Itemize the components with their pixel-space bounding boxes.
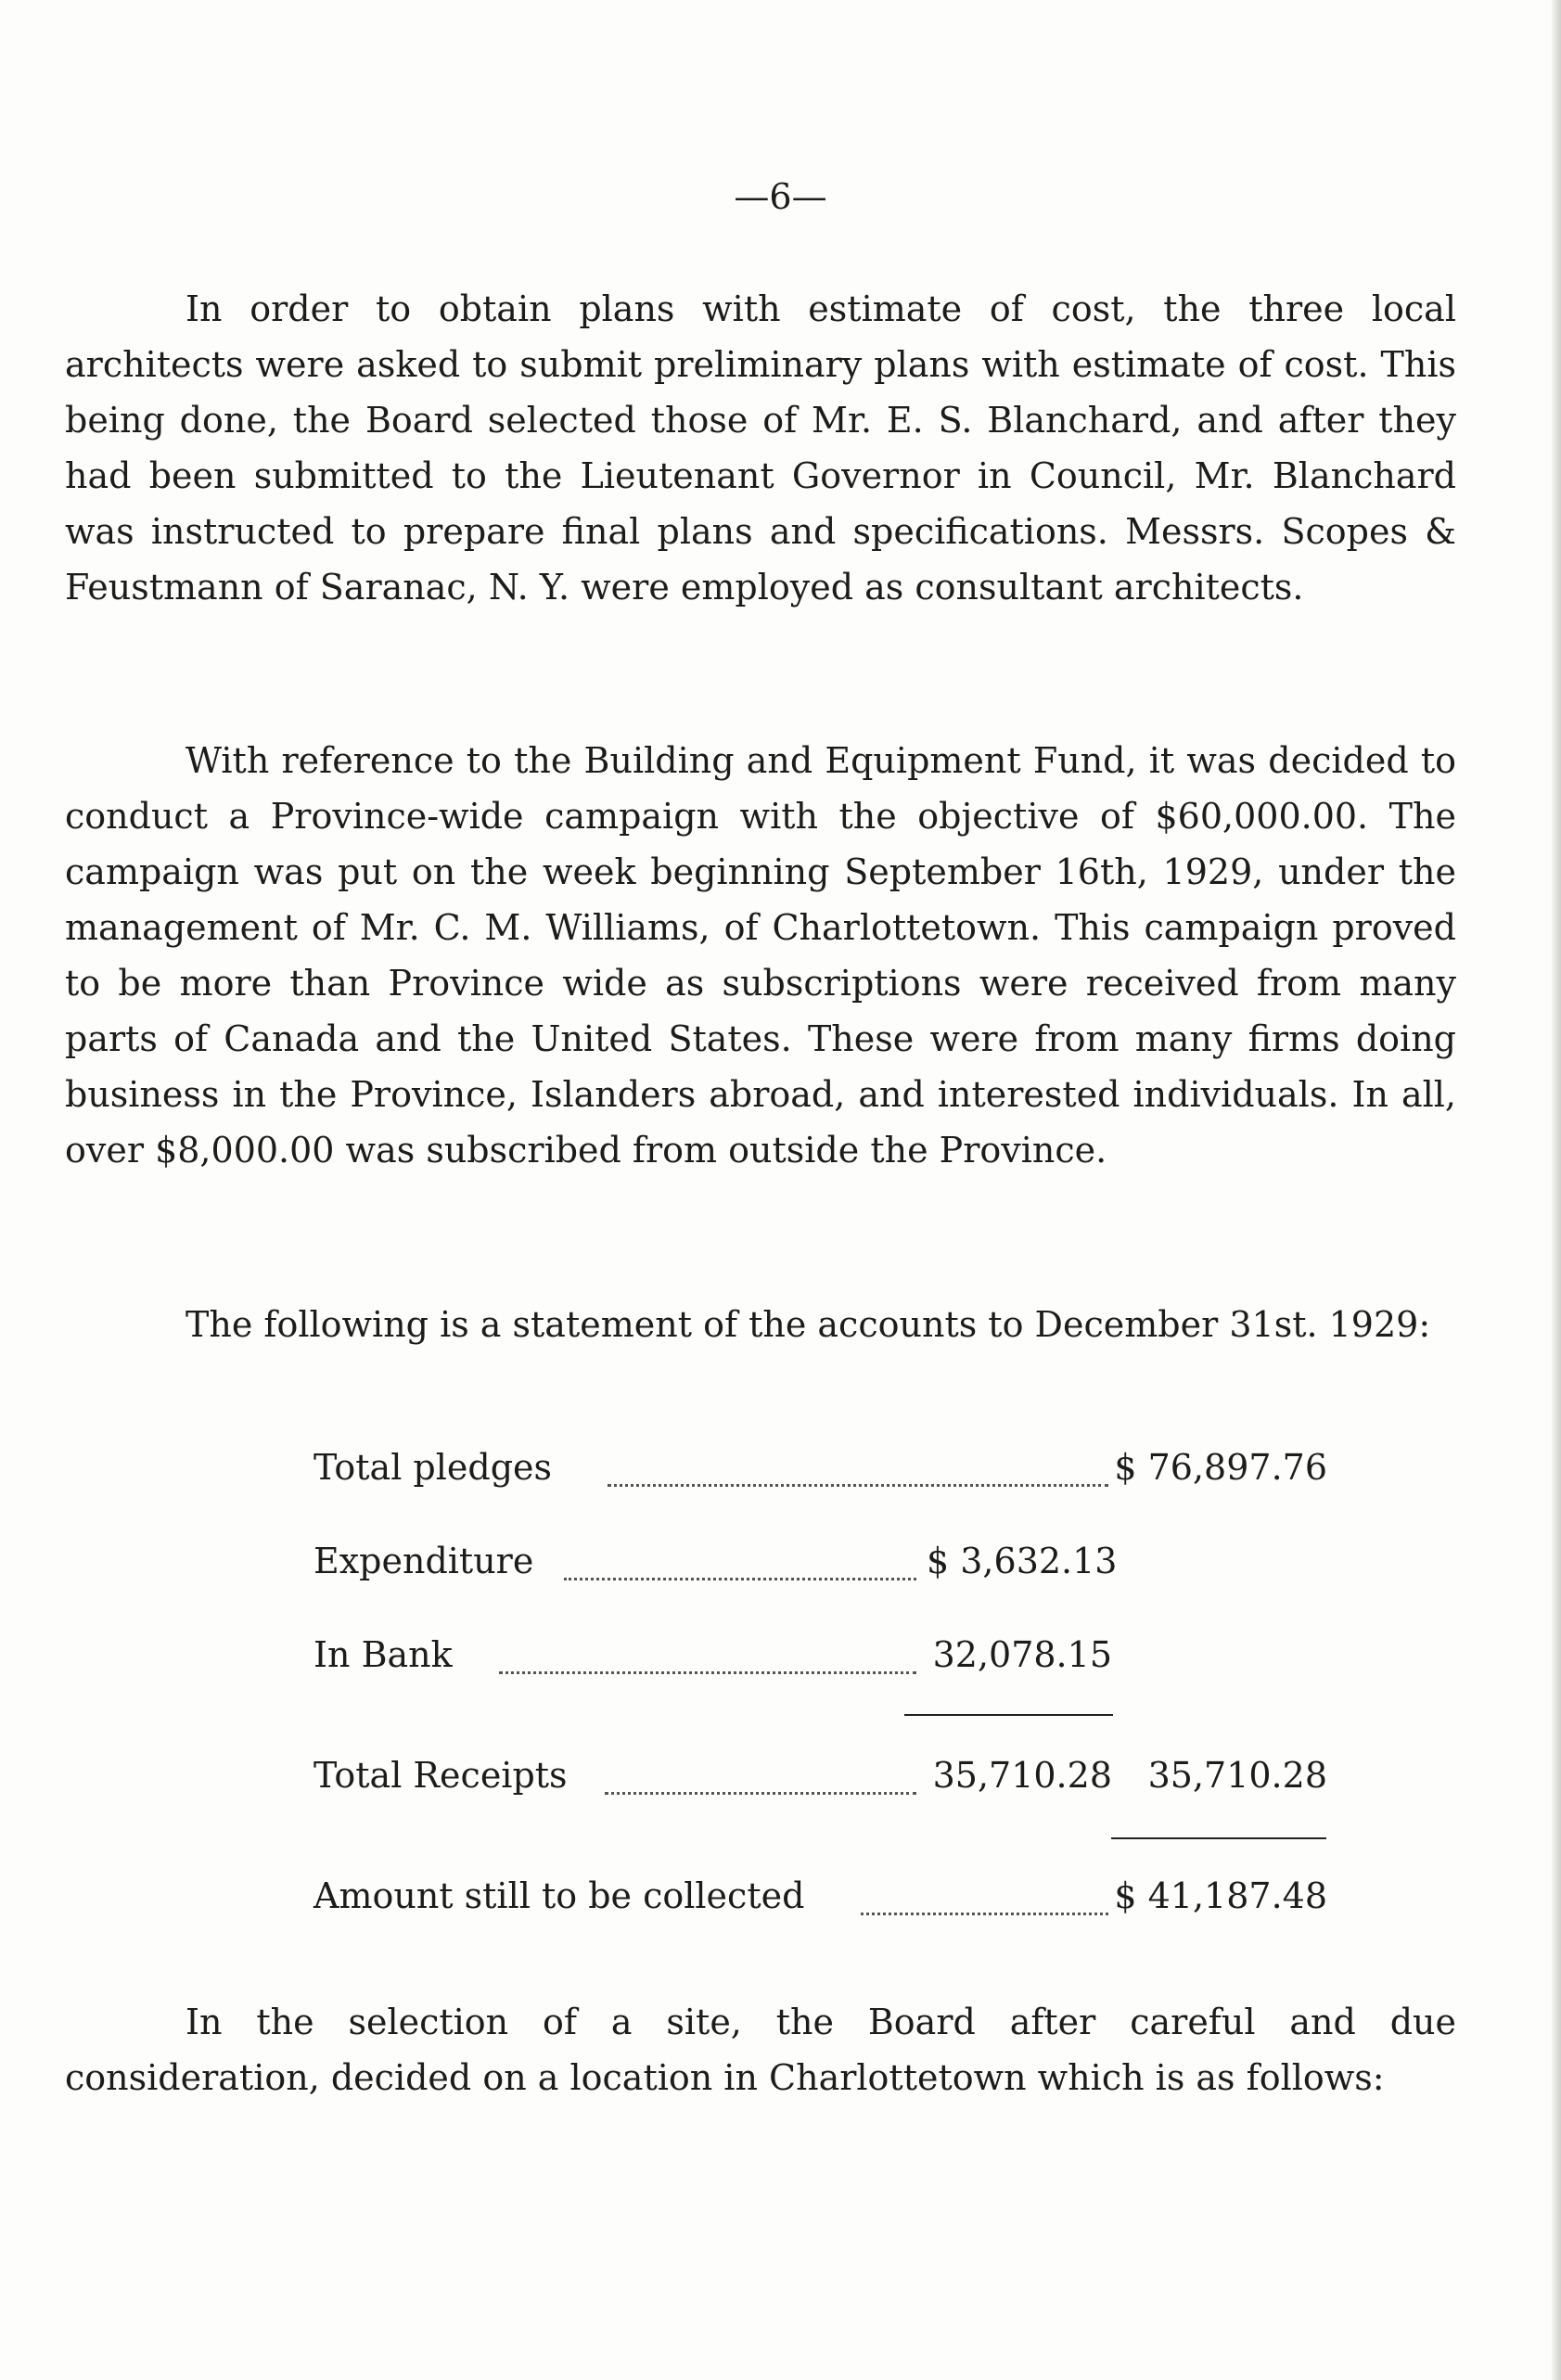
leader-dots: [861, 1913, 1108, 1915]
statement-label: Total Receipts: [313, 1755, 568, 1796]
page-edge-shadow: [1552, 0, 1561, 2380]
statement-amount: $ 41,187.48: [1114, 1875, 1327, 1916]
statement-row-total-pledges: [0, 1447, 1561, 1503]
leader-dots: [499, 1671, 916, 1674]
page-number: —6—: [734, 176, 827, 217]
statement-amount: $ 3,632.13: [927, 1541, 1118, 1581]
total-rule: [1111, 1837, 1326, 1839]
paragraph-site-selection: In the selection of a site, the Board after careful and due consideration, decided on a location in Charlottetown which is as follows:: [65, 2002, 1456, 2098]
paragraph-campaign: With reference to the Building and Equipment Fund, it was decided to conduct a Province-wide campaign with the objective of $60,000.00. The campaign was put on the week beginning September 16th, 1929, under the management of Mr. C. M. Williams, of Charlottetown. This campaign proved to be more than Province wide as subscriptions were received from many parts of Canada and the United States. These were from many firms doing business in the Province, Islanders abroad, and interested individuals. In all, over $8,000.00 was subscribed from outside the Province.: [65, 740, 1456, 1171]
statement-label: Total pledges: [313, 1447, 553, 1488]
statement-row-in-bank: [0, 1634, 1561, 1690]
statement-carried-amount: 35,710.28: [1147, 1755, 1327, 1796]
leader-dots: [564, 1578, 916, 1580]
statement-row-expenditure: [0, 1541, 1561, 1596]
statement-row-total-receipts: [0, 1755, 1561, 1811]
statement-label: Expenditure: [313, 1541, 534, 1581]
paragraph-statement-intro: The following is a statement of the accounts to December 31st. 1929:: [186, 1304, 1431, 1345]
statement-amount: 35,710.28: [932, 1755, 1112, 1796]
statement-row-amount-outstanding: [0, 1875, 1561, 1931]
leader-dots: [608, 1484, 1108, 1487]
paragraph-architects: In order to obtain plans with estimate of cost, the three local architects were asked to submit preliminary plans with estimate of cost. This being done, the Board selected those of Mr. E. S. Blanchard, and after they had been submitted to the Lieutenant Governor in Council, Mr. Blanchard was instructed to prepare final plans and specifications. Messrs. Scopes & Feustmann of Saranac, N. Y. were employed as consultant architects.: [65, 288, 1456, 608]
leader-dots: [605, 1792, 916, 1795]
statement-label: Amount still to be collected: [313, 1875, 805, 1916]
statement-amount: 32,078.15: [932, 1634, 1112, 1675]
subtotal-rule: [904, 1714, 1113, 1716]
statement-label: In Bank: [313, 1634, 453, 1675]
statement-amount: $ 76,897.76: [1114, 1447, 1327, 1488]
